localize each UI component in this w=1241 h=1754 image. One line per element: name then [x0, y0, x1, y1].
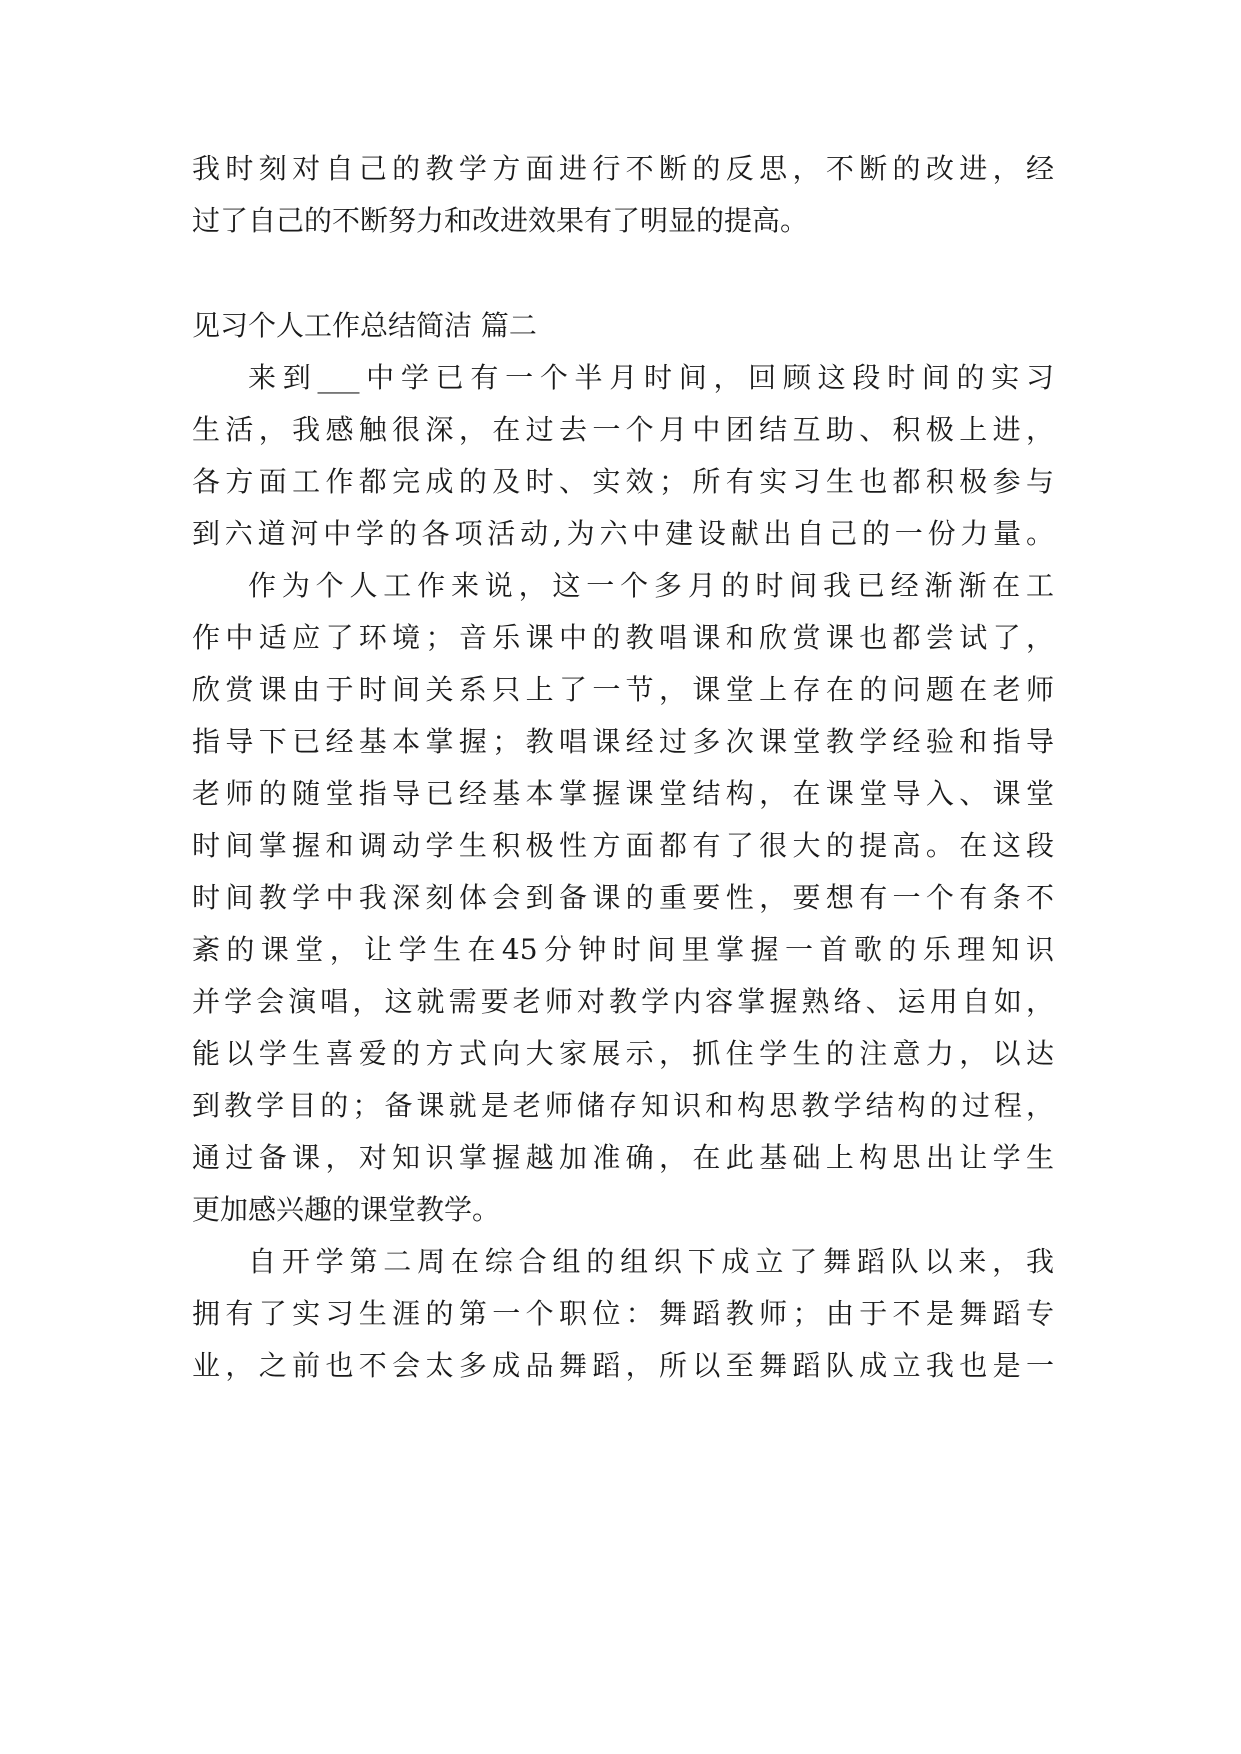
text-line: 更加感兴趣的课堂教学。 — [192, 1193, 501, 1226]
text-line: 生活，我感触很深，在过去一个月中团结互助、积极上进， — [192, 413, 1054, 446]
text-line: 能以学生喜爱的方式向大家展示，抓住学生的注意力，以达 — [192, 1037, 1054, 1070]
text-line: 到六道河中学的各项活动,为六中建设献出自己的一份力量。 — [192, 517, 1054, 550]
text-line: 拥有了实习生涯的第一个职位：舞蹈教师；由于不是舞蹈专 — [192, 1297, 1054, 1330]
text-line: 老师的随堂指导已经基本掌握课堂结构，在课堂导入、课堂 — [192, 777, 1054, 810]
text-line: 我时刻对自己的教学方面进行不断的反思，不断的改进，经 — [192, 152, 1054, 185]
text-line: 作中适应了环境；音乐课中的教唱课和欣赏课也都尝试了， — [192, 621, 1054, 654]
text-line: 指导下已经基本掌握；教唱课经过多次课堂教学经验和指导 — [192, 725, 1054, 758]
text-line: 欣赏课由于时间关系只上了一节，课堂上存在的问题在老师 — [192, 673, 1054, 706]
text-line: 业，之前也不会太多成品舞蹈，所以至舞蹈队成立我也是一 — [192, 1349, 1054, 1382]
text-line: 时间掌握和调动学生积极性方面都有了很大的提高。在这段 — [192, 829, 1054, 862]
text-line: 到教学目的；备课就是老师储存知识和构思教学结构的过程， — [192, 1089, 1054, 1122]
text-line: 通过备课，对知识掌握越加准确，在此基础上构思出让学生 — [192, 1141, 1054, 1174]
text-line: 并学会演唱，这就需要老师对教学内容掌握熟络、运用自如， — [192, 985, 1054, 1018]
section-heading: 见习个人工作总结简洁 篇二 — [192, 309, 537, 342]
text-line: 时间教学中我深刻体会到备课的重要性，要想有一个有条不 — [192, 881, 1054, 914]
text-line: 紊的课堂，让学生在45分钟时间里掌握一首歌的乐理知识 — [192, 933, 1054, 966]
text-line: 过了自己的不断努力和改进效果有了明显的提高。 — [192, 204, 809, 237]
text-line: 各方面工作都完成的及时、实效；所有实习生也都积极参与 — [192, 465, 1054, 498]
text-line: 来到___中学已有一个半月时间，回顾这段时间的实习 — [248, 361, 1054, 394]
text-line: 作为个人工作来说，这一个多月的时间我已经渐渐在工 — [248, 569, 1054, 602]
text-line: 自开学第二周在综合组的组织下成立了舞蹈队以来，我 — [248, 1245, 1054, 1278]
